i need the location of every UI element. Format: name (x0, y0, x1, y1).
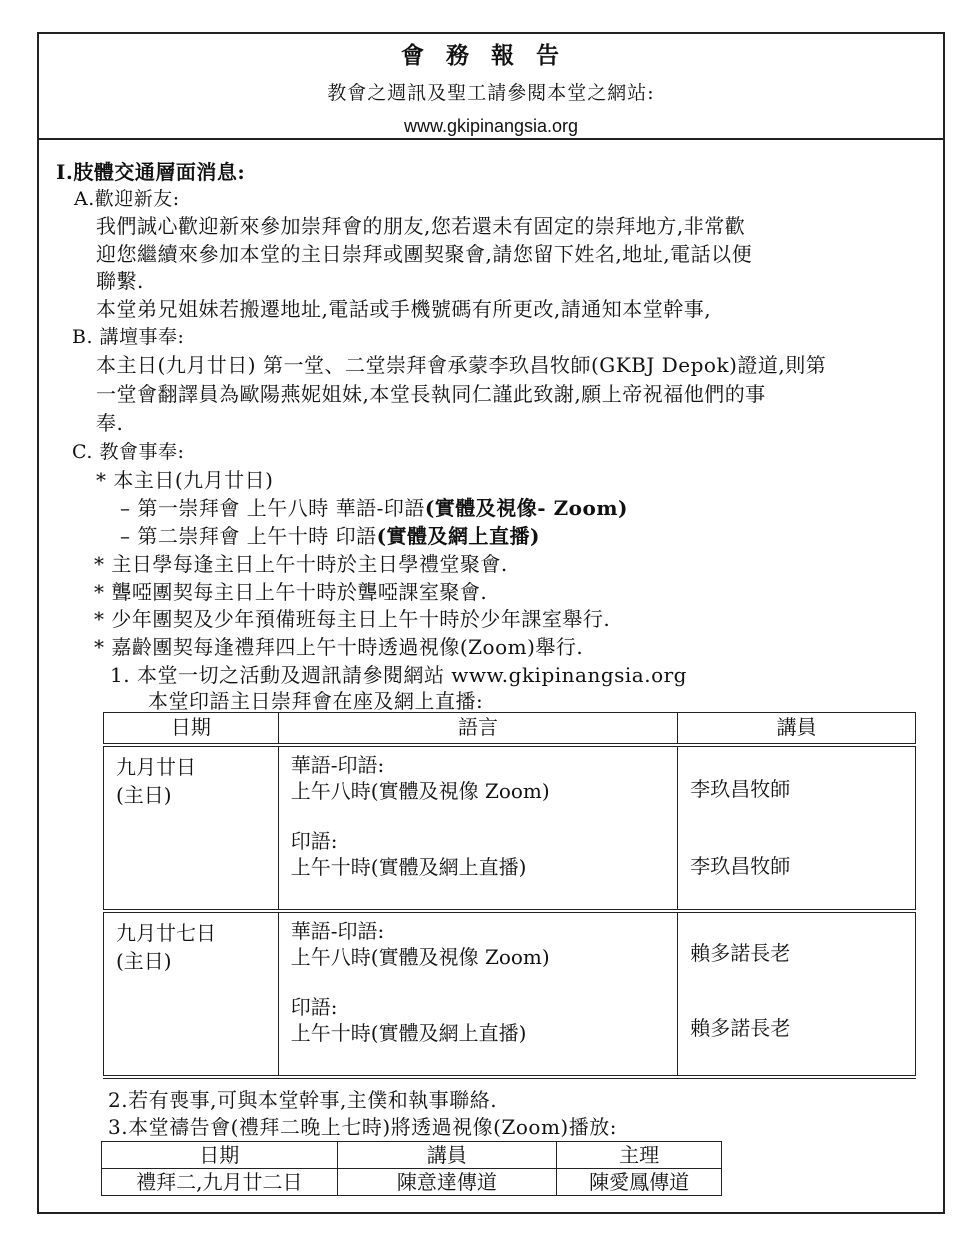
welcome-line: 本堂弟兄姐妹若搬遷地址,電話或手機號碼有所更改,請通知本堂幹事, (96, 297, 712, 321)
speaker-name: 李玖昌牧師 (690, 777, 791, 801)
col-header-date: 日期 (102, 1142, 338, 1169)
service1-mode: (實體及視像- Zoom) (424, 496, 628, 520)
speaker-cell (678, 911, 916, 1077)
service1-line (120, 495, 628, 521)
speaker-name: 李玖昌牧師 (690, 854, 791, 878)
day-text: (主日) (116, 949, 172, 973)
service2-line (120, 523, 540, 549)
pulpit-line: 本主日(九月廿日) 第一堂、二堂崇拜會承蒙李玖昌牧師(GKBJ Depok)證道,則第 (96, 353, 827, 377)
subsection-a-title: A.歡迎新友: (74, 188, 180, 210)
ministry-item: * 嘉齡團契每逢禮拜四上午十時透過視像(Zoom)舉行. (94, 635, 584, 659)
speaker-cell (678, 745, 916, 911)
language-time: 上午十時(實體及網上直播) (290, 1021, 527, 1045)
website-link[interactable]: www.gkipinangsia.org (403, 116, 579, 136)
language-cell (278, 911, 678, 1077)
subsection-b-title: B. 講壇事奉: (72, 326, 185, 348)
prayer-host: 陳愛鳳傳道 (557, 1169, 722, 1196)
sunday-line: * 本主日(九月廿日) (96, 468, 274, 492)
page-subtitle: 教會之週訊及聖工請參閱本堂之網站: (327, 82, 655, 104)
prayer-table (101, 1141, 722, 1196)
language-cell (278, 745, 678, 911)
language-title: 印語: (290, 995, 338, 1019)
date-text: 九月廿日 (116, 755, 196, 779)
date-text: 九月廿七日 (116, 921, 216, 945)
pulpit-line: 奉. (96, 411, 124, 435)
col-header-language: 語言 (278, 713, 678, 746)
schedule-header-row (104, 713, 916, 746)
table-row (104, 745, 916, 911)
pulpit-line: 一堂會翻譯員為歐陽燕妮姐妹,本堂長執同仁謹此致謝,願上帝祝福他們的事 (96, 382, 766, 406)
day-text: (主日) (116, 783, 172, 807)
prayer-speaker: 陳意達傳道 (337, 1169, 557, 1196)
ministry-item: * 少年團契及少年預備班每主日上午十時於少年課室舉行. (94, 607, 611, 631)
language-title: 華語-印語: (290, 753, 385, 777)
date-cell (104, 745, 279, 911)
report-header (39, 34, 943, 140)
section-heading: I.肢體交通層面消息: (56, 160, 246, 184)
page-title: 會務報告 (401, 42, 581, 69)
schedule-table (103, 712, 916, 1079)
welcome-line: 我們誠心歡迎新來參加崇拜會的朋友,您若還未有固定的崇拜地方,非常歡 (96, 214, 746, 238)
table-row (102, 1169, 722, 1196)
speaker-name: 賴多諾長老 (690, 1016, 791, 1040)
note-2: 2.若有喪事,可與本堂幹事,主僕和執事聯絡. (108, 1088, 498, 1112)
language-title: 華語-印語: (290, 919, 385, 943)
service2-text: – 第二崇拜會 上午十時 印語 (120, 524, 377, 548)
service2-mode: (實體及網上直播) (376, 524, 541, 548)
col-header-speaker: 講員 (678, 713, 916, 746)
welcome-line: 迎您繼續來參加本堂的主日崇拜或團契聚會,請您留下姓名,地址,電話以便 (96, 242, 753, 266)
ministry-item: * 聾啞團契每主日上午十時於聾啞課室聚會. (94, 580, 488, 604)
col-header-host: 主理 (557, 1142, 722, 1169)
language-time: 上午八時(實體及視像 Zoom) (290, 945, 550, 969)
table-row (104, 911, 916, 1077)
col-header-speaker: 講員 (337, 1142, 557, 1169)
note-3: 3.本堂禱告會(禮拜二晚上七時)將透過視像(Zoom)播放: (108, 1115, 617, 1139)
note-1-sub: 本堂印語主日崇拜會在座及網上直播: (148, 689, 484, 713)
note-1: 1. 本堂一切之活動及週訊請參閱網站 www.gkipinangsia.org (110, 663, 687, 687)
language-time: 上午十時(實體及網上直播) (290, 855, 527, 879)
service1-text: – 第一崇拜會 上午八時 華語-印語 (120, 496, 425, 520)
subsection-c-title: C. 教會事奉: (72, 441, 185, 463)
language-time: 上午八時(實體及視像 Zoom) (290, 779, 550, 803)
ministry-item: * 主日學每逢主日上午十時於主日學禮堂聚會. (94, 552, 508, 576)
date-cell (104, 911, 279, 1077)
welcome-line: 聯繫. (96, 269, 144, 293)
prayer-header-row (102, 1142, 722, 1169)
prayer-date: 禮拜二,九月廿二日 (102, 1169, 338, 1196)
col-header-date: 日期 (104, 713, 279, 746)
language-title: 印語: (290, 829, 338, 853)
speaker-name: 賴多諾長老 (690, 941, 791, 965)
